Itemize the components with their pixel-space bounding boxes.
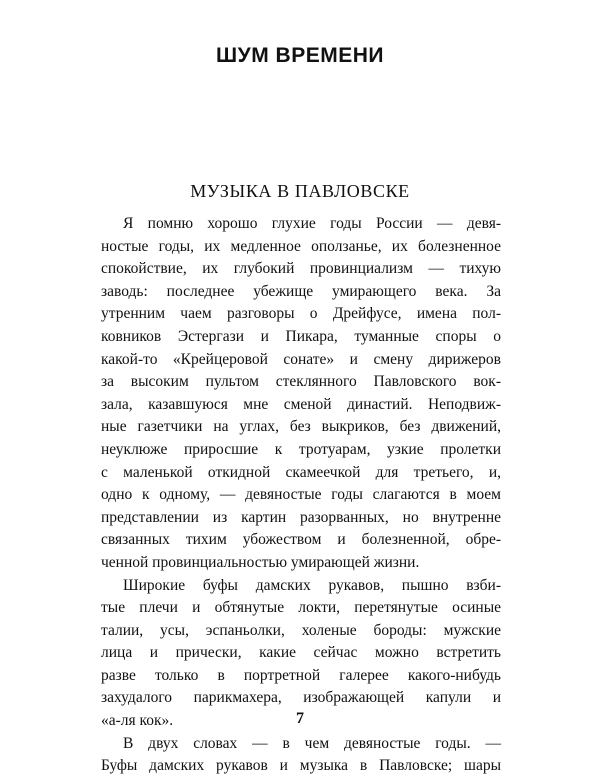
text-line: Широкие буфы дамских рукавов, пышно взби- xyxy=(123,576,501,594)
text-line: неуклюже приросшие к тротуарам, узкие пролетки xyxy=(101,440,501,458)
page-number: 7 xyxy=(296,710,304,727)
text-line: «а-ля кок». xyxy=(101,712,174,730)
text-line: спокойствие, их глубокий провинциализм — тихую xyxy=(101,260,501,278)
chapter-title: МУЗЫКА В ПАВЛОВСКЕ xyxy=(190,181,410,201)
text-line: ностые годы, их медленное оползанье, их болезненное xyxy=(101,237,501,255)
text-line: связанных тихим убожеством и болезненной, обре- xyxy=(101,531,501,549)
text-line: представлении из картин разорванных, но внутренне xyxy=(101,508,501,526)
text-line: утренним чаем разговоры о Дрейфусе, имена пол- xyxy=(101,305,501,323)
text-line: талии, усы, эспаньолки, холеные бороды: мужские xyxy=(101,621,501,639)
text-line: зала, казавшуюся мне сменой династий. Неподвиж- xyxy=(101,395,501,413)
text-line: лица и прически, какие сейчас можно встретить xyxy=(101,644,501,662)
text-line: разве только в портретной галерее какого-нибудь xyxy=(101,666,501,684)
text-line: ченной провинциальностью умирающей жизни. xyxy=(101,553,420,571)
text-line: Буфы дамских рукавов и музыка в Павловске; шары xyxy=(101,757,501,775)
text-line: захудалого парикмахера, изображающей капули и xyxy=(101,689,501,707)
text-line: одно к одному, — девяностые годы слагаются в моем xyxy=(101,486,501,504)
text-line: какой-то «Крейцеровой сонате» и смену дирижеров xyxy=(101,350,501,368)
text-line: ковников Эстергази и Пикара, туманные споры о xyxy=(101,327,501,345)
text-line: тые плечи и обтянутые локти, перетянутые осиные xyxy=(101,599,501,617)
text-line: с маленькой откидной скамеечкой для третьего, и, xyxy=(101,463,501,481)
body-text xyxy=(101,213,501,778)
text-line: за высоким пультом стеклянного Павловского вок- xyxy=(101,373,501,391)
text-line: ные газетчики на углах, без выкриков, без движений, xyxy=(101,418,501,436)
text-line: В двух словах — в чем девяностые годы. — xyxy=(123,734,501,752)
book-title: ШУМ ВРЕМЕНИ xyxy=(216,44,384,67)
text-line: Я помню хорошо глухие годы России — девя- xyxy=(123,215,501,232)
text-line: заводь: последнее убежище умирающего века. За xyxy=(101,282,501,300)
